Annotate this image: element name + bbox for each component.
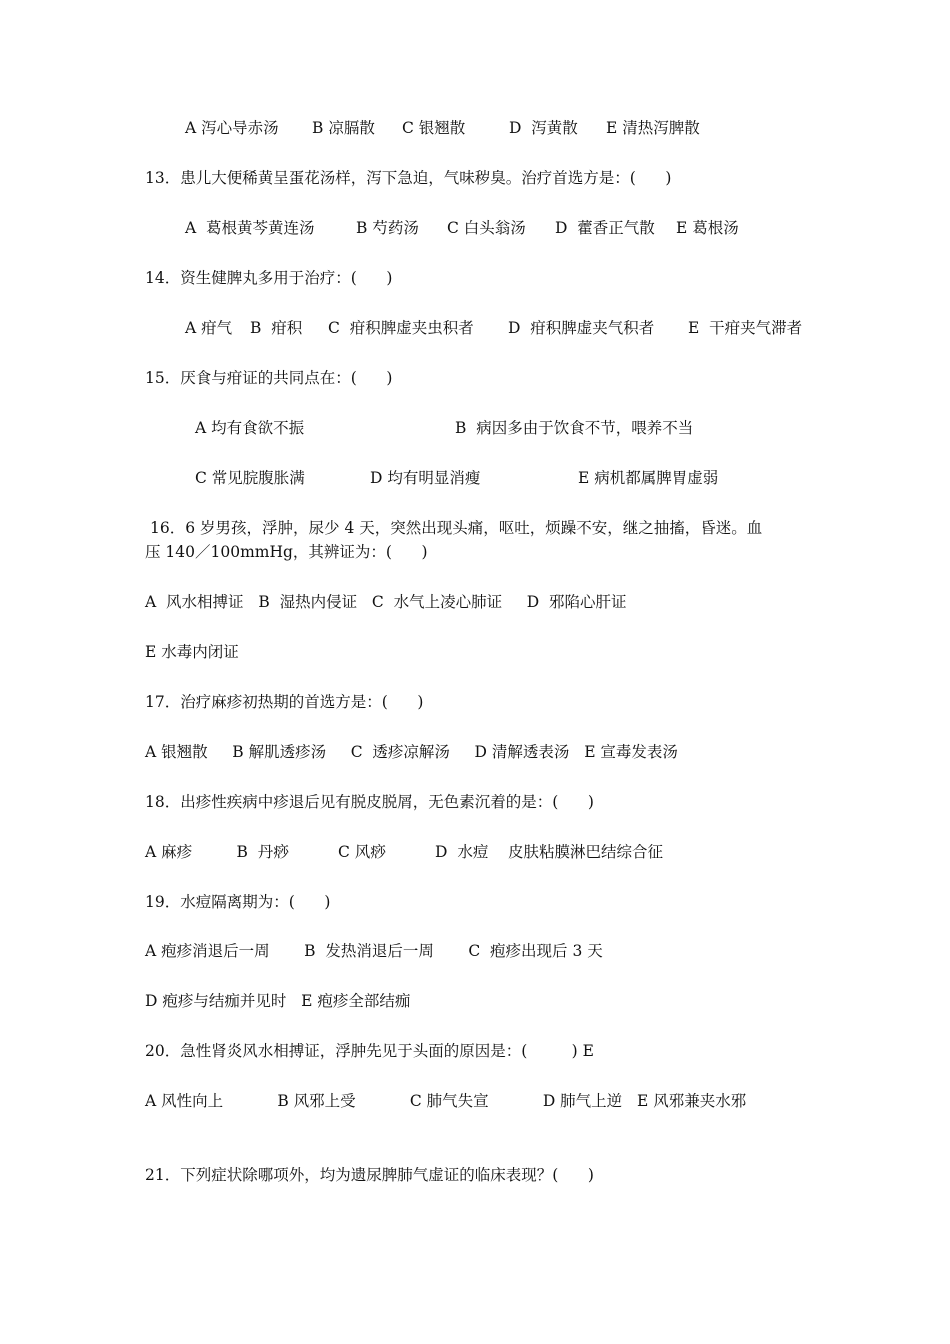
q13-option-c: C 白头翁汤 — [447, 219, 526, 237]
q16-options-line2: E 水毒内闭证 — [145, 643, 239, 661]
q13-option-e: E 葛根汤 — [676, 219, 739, 237]
q18-stem: 18．出疹性疾病中疹退后见有脱皮脱屑，无色素沉着的是：( ) — [145, 793, 594, 811]
q15-option-c: C 常见脘腹胀满 — [195, 469, 305, 487]
q14-option-a: A 疳气 — [185, 319, 233, 337]
q17-stem: 17．治疗麻疹初热期的首选方是：( ) — [145, 693, 424, 711]
q12-option-a: A 泻心导赤汤 — [185, 119, 279, 137]
q13-option-b: B 芍药汤 — [356, 219, 419, 237]
q13-option-d: D 藿香正气散 — [555, 219, 655, 237]
q13-stem: 13．患儿大便稀黄呈蛋花汤样，泻下急迫，气味秽臭。治疗首选方是：( ) — [145, 169, 672, 187]
q12-option-c: C 银翘散 — [402, 119, 466, 137]
q20-stem: 20．急性肾炎风水相搏证，浮肿先见于头面的原因是：( ) E — [145, 1042, 594, 1060]
q19-stem: 19．水痘隔离期为：( ) — [145, 893, 331, 911]
q15-option-b: B 病因多由于饮食不节，喂养不当 — [455, 419, 694, 437]
q15-option-e: E 病机都属脾胃虚弱 — [578, 469, 719, 487]
q21-stem: 21．下列症状除哪项外，均为遗尿脾肺气虚证的临床表现？( ) — [145, 1166, 594, 1184]
q15-option-d: D 均有明显消瘦 — [370, 469, 481, 487]
q15-option-a: A 均有食欲不振 — [195, 419, 305, 437]
q18-options: A 麻疹 B 丹痧 C 风痧 D 水痘 皮肤粘膜淋巴结综合征 — [145, 843, 664, 861]
q16-options-line1: A 风水相搏证 B 湿热内侵证 C 水气上凌心肺证 D 邪陷心肝证 — [145, 593, 627, 611]
q15-stem: 15．厌食与疳证的共同点在：( ) — [145, 369, 393, 387]
q16-stem-line2: 压 140／100mmHg，其辨证为：( ) — [145, 543, 428, 561]
q16-stem-line1: 16．6 岁男孩，浮肿，尿少 4 天，突然出现头痛，呕吐，烦躁不安，继之抽搐，昏迷。血 — [150, 519, 763, 537]
q19-options-line1: A 疱疹消退后一周 B 发热消退后一周 C 疱疹出现后 3 天 — [145, 942, 603, 960]
q14-stem: 14．资生健脾丸多用于治疗：( ) — [145, 269, 393, 287]
q14-option-b: B 疳积 — [250, 319, 303, 337]
q14-option-d: D 疳积脾虚夹气积者 — [508, 319, 655, 337]
q20-options: A 风性向上 B 风邪上受 C 肺气失宣 D 肺气上逆 E 风邪兼夹水邪 — [145, 1092, 747, 1110]
q19-options-line2: D 疱疹与结痂并见时 E 疱疹全部结痂 — [145, 992, 411, 1010]
q17-options: A 银翘散 B 解肌透疹汤 C 透疹凉解汤 D 清解透表汤 E 宣毒发表汤 — [145, 743, 678, 761]
q12-option-b: B 凉膈散 — [312, 119, 375, 137]
q14-option-e: E 干疳夹气滞者 — [688, 319, 803, 337]
q13-option-a: A 葛根黄芩黄连汤 — [185, 219, 315, 237]
q12-option-e: E 清热泻脾散 — [606, 119, 700, 137]
q12-option-d: D 泻黄散 — [509, 119, 578, 137]
q14-option-c: C 疳积脾虚夹虫积者 — [328, 319, 474, 337]
